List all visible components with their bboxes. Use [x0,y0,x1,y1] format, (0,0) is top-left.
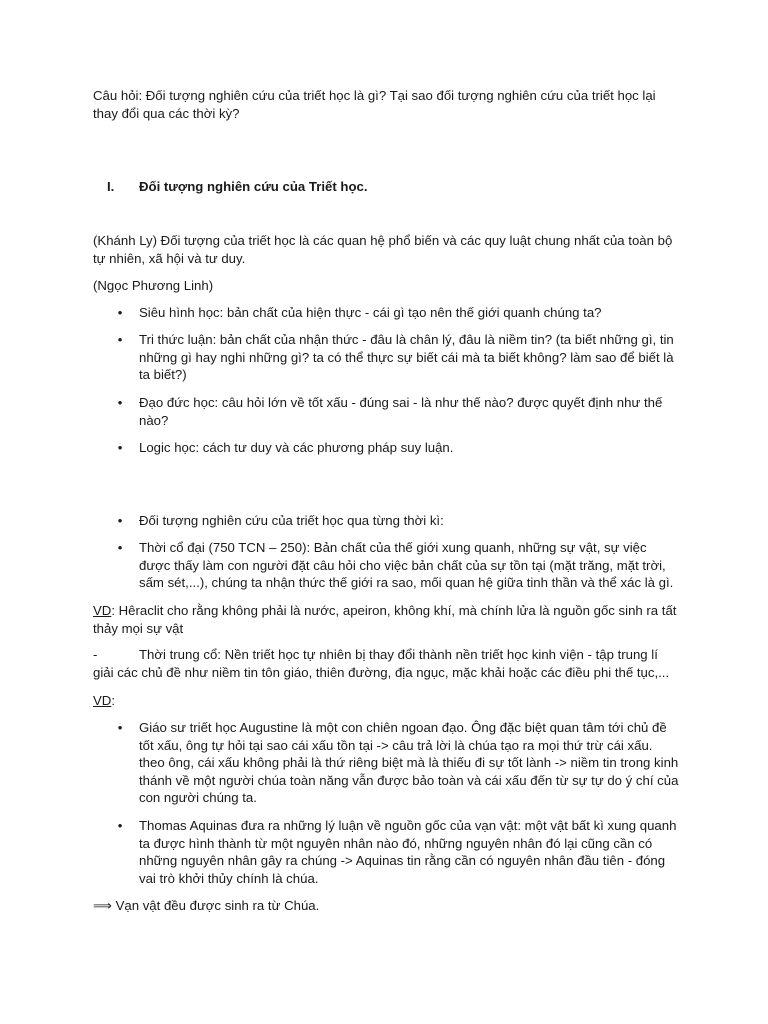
conclusion-paragraph: ⟹ Vạn vật đều được sinh ra từ Chúa. [93,898,320,913]
vd-colon: : [111,693,115,708]
bullet-dot: • [117,305,123,320]
vd-paragraph-2 [93,692,678,710]
bullet-sieu-hinh-hoc: Siêu hình học: bản chất của hiện thực - cái gì tạo nên thế giới quanh chúng ta? [139,305,602,320]
bullet-dot: • [117,440,123,455]
bullet-augustine: Giáo sư triết học Augustine là một con chiên ngoan đạo. Ông đặc biệt quan tâm tới chủ đề tốt xấu, ông tự hỏi tại sao cái xấu tồn tại -> câu trả lời là chúa tạo ra mọi thứ trừ cái xấu. theo ông, cái xấu không phải là thứ riêng biệt mà là thiếu đi sự tốt lành -> niềm tin trong kinh thánh về một người chúa toàn năng vẫn được bảo toàn và cái xấu đến từ sự tự do ý chí của con người chúng ta. [139,720,679,806]
bullet-tri-thuc-luan: Tri thức luận: bản chất của nhận thức - đâu là chân lý, đâu là niềm tin? (ta biết những gì, tin những gì hay nghi những gì? ta có thể thực sự biết cái mà ta biết không? làm sao để biết là ta biết?) [139,332,674,383]
question-paragraph: Câu hỏi: Đối tượng nghiên cứu của triết học là gì? Tại sao đối tượng nghiên cứu của triết học lại thay đổi qua các thời kỳ? [93,88,656,121]
bullet-thoi-co-dai: Thời cổ đại (750 TCN – 250): Bản chất của thế giới xung quanh, những sự vật, sự việc được thấy làm con người đặt câu hỏi cho việc bản chất của sự tồn tại (mặt trăng, mặt trời, sấm sét,...), chúng ta nhận thức thế giới ra sao, mối quan hệ giữa tinh thần và thể xác là gì. [139,540,674,591]
bullet-dot: • [117,720,123,735]
bullet-doi-tuong-qua-thoi-ki: Đối tượng nghiên cứu của triết học qua từng thời kì: [139,513,444,528]
khanh-ly-paragraph: (Khánh Ly) Đối tượng của triết học là các quan hệ phổ biến và các quy luật chung nhất của toàn bộ tự nhiên, xã hội và tư duy. [93,233,673,266]
vd-label: VD [93,603,112,618]
bullet-aquinas: Thomas Aquinas đưa ra những lý luận về nguồn gốc của vạn vật: một vật bất kì xung quanh ta được hình thành từ một nguyên nhân nào đó, những nguyên nhân đó lại cũng cần có những nguyên nhân gây ra chúng -> Aquinas tin rằng cần có nguyên nhân đầu tiên - đóng vai trò khởi thủy chính là chúa. [139,818,677,886]
bullet-dot: • [117,513,123,528]
section-heading [107,178,368,196]
ngoc-phuong-linh-label: (Ngọc Phương Linh) [93,278,214,293]
bullet-dot: • [117,332,123,347]
trung-co-text: Thời trung cổ: Nền triết học tự nhiên bị thay đổi thành nền triết học kinh viện - tập trung lí giải các chủ đề như niềm tin tôn giáo, thiên đường, địa ngục, mặc khải hoặc các điều phi thế tục,... [93,647,670,680]
vd-label-2: VD [93,693,112,708]
bullet-dot: • [117,540,123,555]
section-title: Đối tượng nghiên cứu của Triết học. [139,179,368,194]
bullet-dao-duc-hoc: Đạo đức học: câu hỏi lớn về tốt xấu - đúng sai - là như thế nào? được quyết định như thế nào? [139,395,663,428]
bullet-dot: • [117,395,123,410]
bullet-logic-hoc: Logic học: cách tư duy và các phương pháp suy luận. [139,440,454,455]
dash-marker: - [93,647,98,662]
vd-heraclit-paragraph [93,602,678,637]
bullet-dot: • [117,818,123,833]
trung-co-paragraph [93,646,678,681]
vd-heraclit-text: : Hêraclit cho rằng không phải là nước, apeiron, không khí, mà chính lửa là nguồn gốc sinh ra tất thảy mọi sự vật [93,603,677,636]
section-number: I. [107,179,115,194]
